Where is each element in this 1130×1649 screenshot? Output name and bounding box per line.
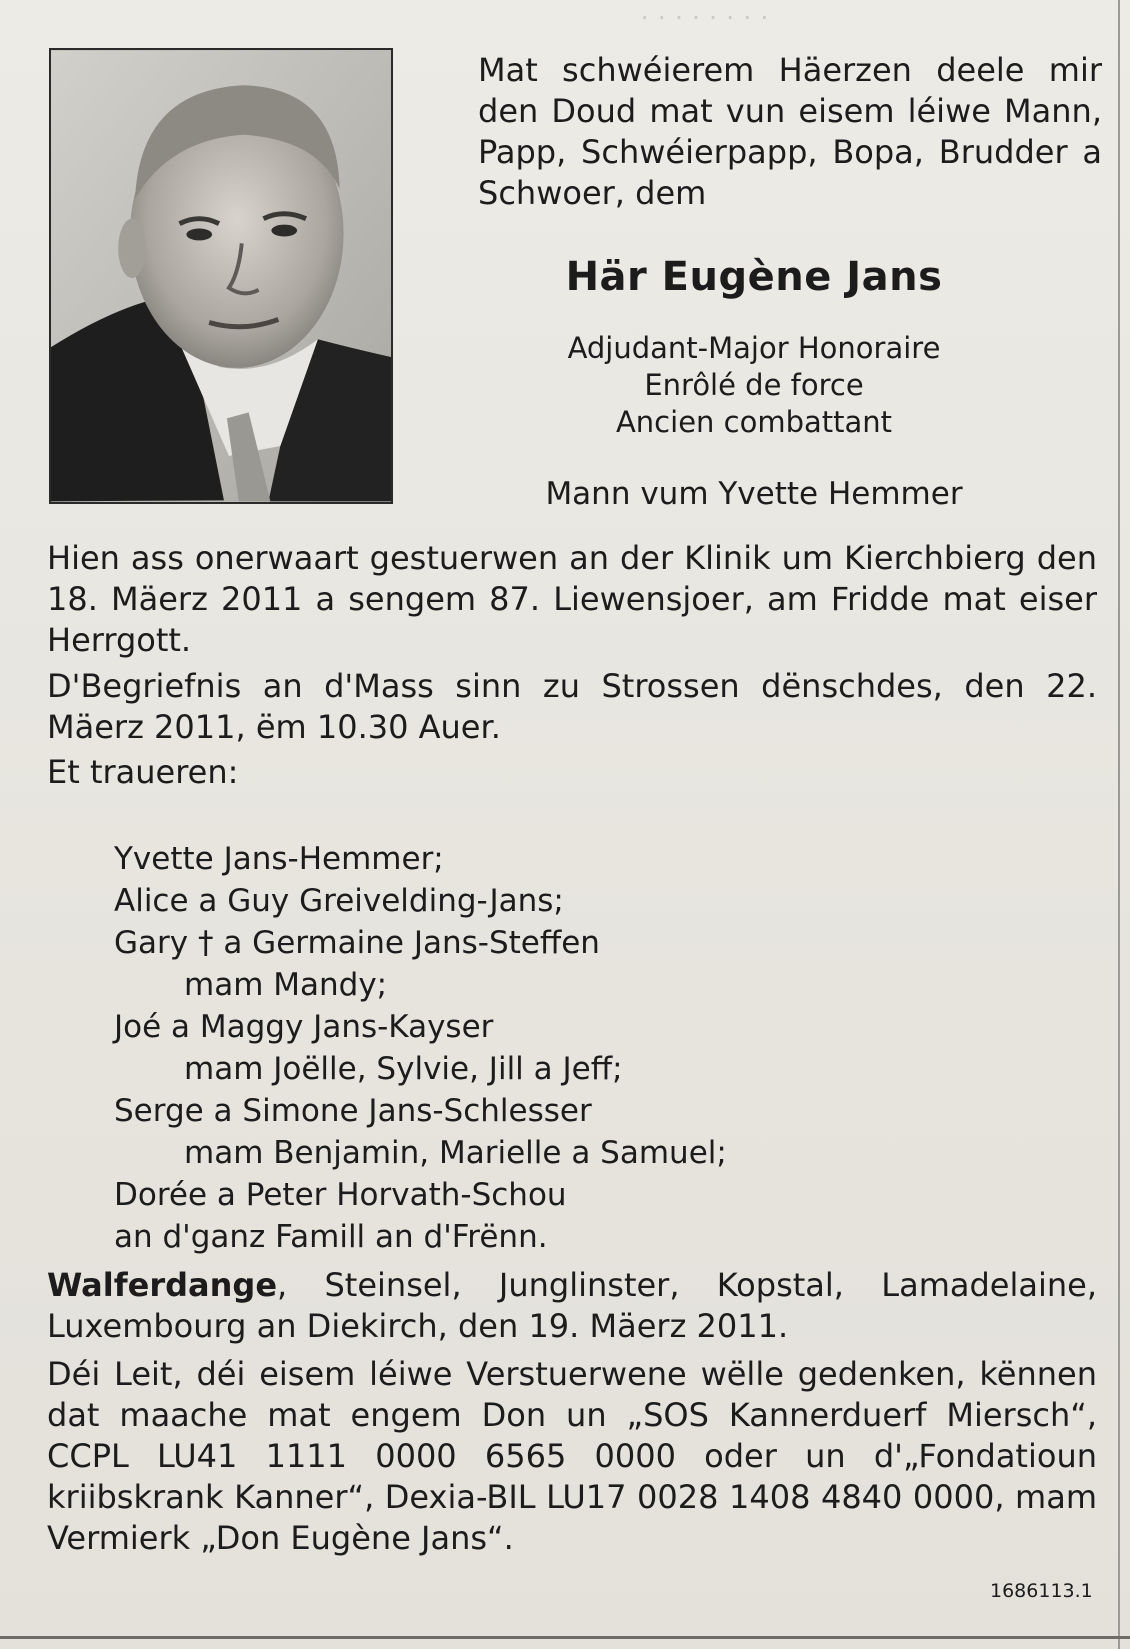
- mourners-heading: Et traueren:: [47, 753, 239, 791]
- mourner-line: Yvette Jans-Hemmer;: [114, 841, 444, 877]
- mourner-line: Serge a Simone Jans-Schlesser: [114, 1093, 592, 1129]
- spouse-line: Mann vum Yvette Hemmer: [545, 476, 963, 512]
- place-and-date: [47, 1265, 1097, 1347]
- title-line: Enrôlé de force: [644, 368, 864, 402]
- title-line: Adjudant-Major Honoraire: [567, 331, 941, 365]
- reference-number: 1686113.1: [990, 1580, 1093, 1602]
- title-line: Ancien combattant: [615, 405, 893, 439]
- mourner-line: mam Joëlle, Sylvie, Jill a Jeff;: [184, 1051, 623, 1087]
- intro-text: Mat schwéierem Häerzen deele mir den Doud mat vun eisem léiwe Mann, Papp, Schwéierpapp, Bopa, Brudder a Schwoer, dem: [478, 51, 1102, 212]
- mourners-list: [114, 838, 1014, 1258]
- place-rest: , Steinsel, Junglinster, Kopstal, Lamadelaine, Luxembourg an Diekirch, den 19. Mäerz 2011.: [47, 1266, 1097, 1345]
- mourner-line: Gary † a Germaine Jans-Steffen: [114, 925, 600, 961]
- mourner-line: Joé a Maggy Jans-Kayser: [114, 1009, 494, 1045]
- place-main: Walferdange: [47, 1266, 278, 1304]
- deceased-name: Här Eugène Jans: [565, 254, 943, 300]
- portrait-photo: [49, 48, 393, 504]
- mourner-line: Alice a Guy Greivelding-Jans;: [114, 883, 564, 919]
- column-rule: [1118, 0, 1120, 1649]
- death-notice: Hien ass onerwaart gestuerwen an der Klinik um Kierchbierg den 18. Mäerz 2011 a sengem 87. Liewensjoer, am Fridde mat eiser Herrgott.: [47, 539, 1097, 659]
- funeral-details: D'Begriefnis an d'Mass sinn zu Strossen dënschdes, den 22. Mäerz 2011, ëm 10.30 Auer.: [47, 667, 1097, 746]
- portrait-illustration: [51, 50, 391, 502]
- honorary-titles: [442, 330, 1066, 441]
- mourner-line: mam Mandy;: [184, 967, 388, 1003]
- donation-notice: Déi Leit, déi eisem léiwe Verstuerwene wëlle gedenken, kënnen dat maache mat engem Don un „SOS Kannerduerf Miersch“, CCPL LU41 1111 0000 6565 0000 oder un d'„Fondatioun kriibskrank Kanner“, Dexia-BIL LU17 0028 1408 4840 0000, mam Vermierk „Don Eugène Jans“.: [47, 1355, 1097, 1557]
- mourner-line: an d'ganz Famill an d'Frënn.: [114, 1219, 548, 1255]
- mourner-line: mam Benjamin, Marielle a Samuel;: [184, 1135, 727, 1171]
- mourner-line: Dorée a Peter Horvath-Schou: [114, 1177, 567, 1213]
- bleed-through-texture: · · · · · · · ·: [640, 0, 770, 31]
- bottom-rule: [0, 1636, 1130, 1639]
